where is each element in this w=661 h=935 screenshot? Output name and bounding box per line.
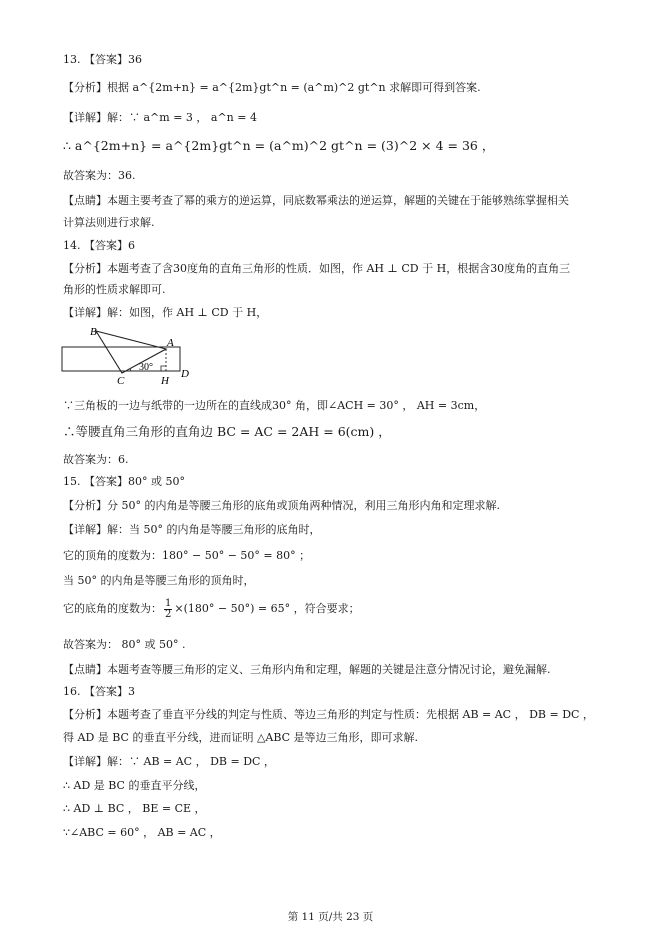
q15-line4-suffix: ×(180° − 50°) = 65° ，符合要求； bbox=[174, 602, 360, 615]
q14-analysis-line1: 【分析】本题考查了含30度角的直角三角形的性质．如图，作 AH ⊥ CD 于 H，根据含30度角的直角三 bbox=[63, 262, 571, 275]
q16-analysis-line1: 【分析】本题考查了垂直平分线的判定与性质、等边三角形的判定与性质：先根据 AB = AC ， DB = DC ， bbox=[63, 708, 594, 721]
q16-detail-line3: ∴ AD ⊥ BC ， BE = CE ， bbox=[63, 802, 206, 815]
q14-analysis-line2: 角形的性质求解即可. bbox=[63, 283, 166, 296]
page-footer: 第 11 页/共 23 页 bbox=[287, 911, 374, 923]
q15-detail-line3: 当 50° 的内角是等腰三角形的顶角时， bbox=[63, 574, 255, 587]
q15-analysis: 【分析】分 50° 的内角是等腰三角形的底角或顶角两种情况，利用三角形内角和定理求解. bbox=[63, 499, 500, 512]
label-h: H bbox=[161, 375, 169, 387]
q16-answer-heading: 16. 【答案】3 bbox=[63, 685, 135, 698]
q13-answer-heading: 13. 【答案】36 bbox=[63, 53, 142, 66]
set-square-triangle bbox=[96, 331, 166, 373]
q15-detail-line1: 【详解】解：当 50° 的内角是等腰三角形的底角时， bbox=[63, 523, 321, 536]
q14-detail-line1: 【详解】解：如图，作 AH ⊥ CD 于 H， bbox=[63, 306, 268, 319]
q16-detail-line4: ∵∠ABC = 60° ， AB = AC ， bbox=[63, 826, 221, 839]
q15-final-answer: 故答案为： 80° 或 50° . bbox=[63, 638, 186, 651]
q14-detail-line2: ∵三角板的一边与纸带的一边所在的直线成30° 角，即∠ACH = 30° ， AH = 3cm， bbox=[63, 399, 486, 412]
q13-analysis: 【分析】根据 a^{2m+n} = a^{2m}gt^n = (a^m)^2 gt^n 求解即可得到答案. bbox=[63, 81, 481, 94]
label-c: C bbox=[117, 375, 125, 387]
q13-comment-line2: 计算法则进行求解. bbox=[63, 216, 155, 229]
q14-final-answer: 故答案为：6. bbox=[63, 453, 129, 466]
q16-detail-line1: 【详解】解：∵ AB = AC ， DB = DC ， bbox=[63, 755, 275, 768]
fraction-one-half bbox=[164, 599, 172, 620]
fraction-denominator: 2 bbox=[165, 608, 172, 620]
q15-comment: 【点睛】本题考查等腰三角形的定义、三角形内角和定理，解题的关键是注意分情况讨论，避免漏解. bbox=[63, 663, 551, 676]
q13-comment-line1: 【点睛】本题主要考查了幂的乘方的逆运算，同底数幂乘法的逆运算，解题的关键在于能够熟练掌握相关 bbox=[63, 194, 569, 207]
q16-analysis-line2: 得 AD 是 BC 的垂直平分线，进而证明 △ABC 是等边三角形，即可求解. bbox=[63, 731, 419, 744]
q13-detail-line2: ∴ a^{2m+n} = a^{2m}gt^n = (a^m)^2 gt^n = (3)^2 × 4 = 36 ， bbox=[63, 138, 495, 153]
label-b: B bbox=[90, 326, 97, 338]
q16-detail-line2: ∴ AD 是 BC 的垂直平分线， bbox=[63, 779, 206, 792]
right-angle-mark bbox=[161, 366, 166, 371]
q15-answer-heading: 15. 【答案】80° 或 50° bbox=[63, 475, 185, 488]
q14-answer-heading: 14. 【答案】6 bbox=[63, 239, 135, 252]
label-angle-30: 30° bbox=[139, 362, 153, 373]
q13-final-answer: 故答案为：36. bbox=[63, 169, 136, 182]
q14-detail-line3: ∴等腰直角三角形的直角边 BC = AC = 2AH = 6(cm) ， bbox=[63, 424, 391, 439]
fraction-numerator: 1 bbox=[165, 597, 172, 609]
q15-line4-prefix: 它的底角的度数为： bbox=[63, 602, 162, 615]
triangle-paper-strip-figure bbox=[60, 325, 190, 387]
q13-detail-line1: 【详解】解：∵ a^m = 3 ， a^n = 4 bbox=[63, 111, 257, 124]
label-a: A bbox=[167, 337, 174, 349]
q15-detail-line4 bbox=[63, 597, 360, 621]
q15-detail-line2: 它的顶角的度数为：180° − 50° − 50° = 80° ； bbox=[63, 549, 311, 562]
label-d: D bbox=[181, 368, 189, 380]
